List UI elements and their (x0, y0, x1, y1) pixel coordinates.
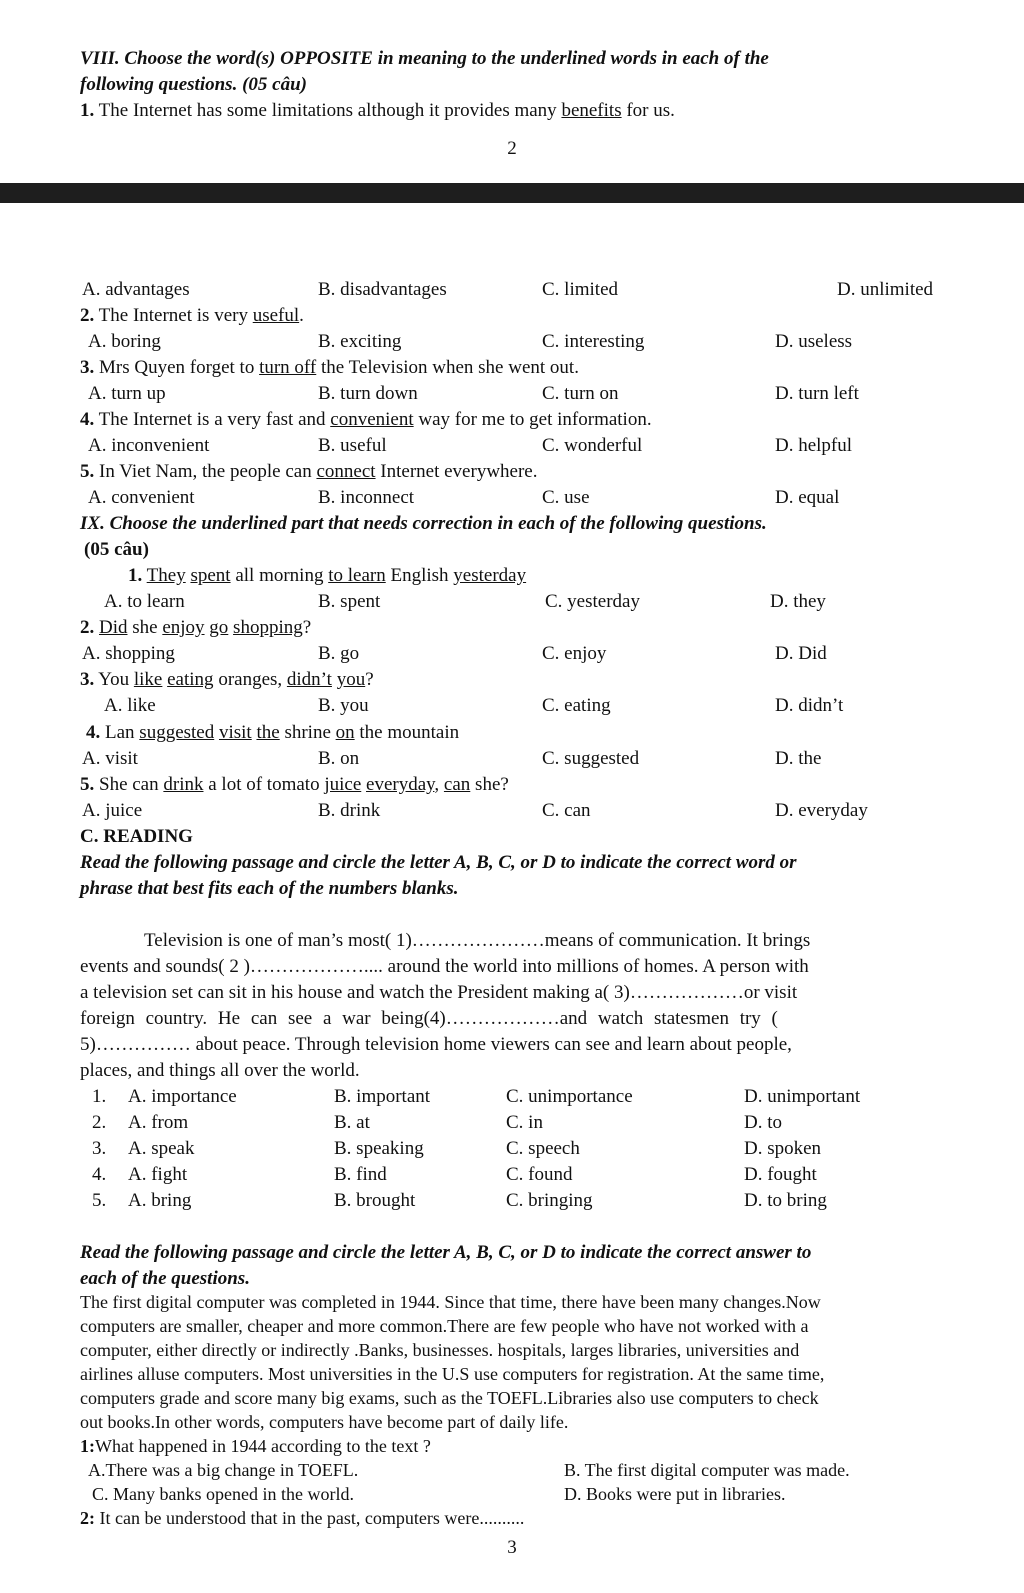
s8-q3-options (80, 381, 960, 407)
option-d: D. the (775, 748, 822, 769)
s8-question-3: 3. Mrs Quyen forget to turn off the Television when she went out. (80, 357, 579, 378)
option-a: A. importance (128, 1086, 237, 1107)
cloze-row-2 (80, 1110, 960, 1136)
option-d: D. unlimited (837, 279, 934, 300)
option-b: B. you (318, 695, 369, 716)
s8-question-4: 4. The Internet is a very fast and convenient way for me to get information. (80, 409, 652, 430)
option-b: B. inconnect (318, 487, 415, 508)
s9-question-2: 2. Did she enjoy go shopping? (80, 617, 312, 638)
option-b: B. turn down (318, 383, 418, 404)
cloze-row-4 (80, 1162, 960, 1188)
option-d: D. Books were put in libraries. (564, 1484, 786, 1504)
option-b: B. on (318, 748, 360, 769)
reading-title: C. READING (80, 826, 193, 847)
option-d: D. turn left (775, 383, 859, 404)
page-break-bar (0, 183, 1024, 203)
rq1-options-row2 (80, 1482, 960, 1508)
cloze-row-3 (80, 1136, 960, 1162)
s8-question-2: 2. The Internet is very useful. (80, 305, 304, 326)
option-a: A. visit (82, 748, 138, 769)
s9-q4-options (80, 746, 960, 772)
section-9-header (80, 511, 960, 563)
reading-question-2: 2: It can be understood that in the past, computers were.......... (80, 1508, 525, 1528)
option-a: A. inconvenient (88, 435, 210, 456)
s9-q5-options (80, 798, 960, 824)
option-a: A. bring (128, 1190, 192, 1211)
option-d: D. to bring (744, 1190, 827, 1211)
section-8-header-line1: VIII. Choose the word(s) OPPOSITE in meaning to the underlined words in each of the (80, 48, 769, 69)
s8-q2-options (80, 329, 960, 355)
passage-2 (80, 1290, 960, 1434)
option-c: C. unimportance (506, 1086, 633, 1107)
passage-1-line: 5)…………… about peace. Through television home viewers can see and learn about people, (80, 1034, 792, 1055)
option-a: A.There was a big change in TOEFL. (88, 1460, 359, 1480)
option-d: D. fought (744, 1164, 817, 1185)
option-c: C. use (542, 487, 590, 508)
reading-instruction-1 (80, 850, 960, 902)
s9-q2-options (80, 641, 960, 667)
instruction-1-line1: Read the following passage and circle the letter A, B, C, or D to indicate the correct word or (80, 852, 797, 873)
cloze-number: 5. (92, 1190, 107, 1211)
passage-1-line: events and sounds( 2 )……………….... around the world into millions of homes. A person with (80, 956, 809, 977)
passage-2-line: computers grade and score many big exams, such as the TOEFL.Libraries also use computers to check (80, 1388, 819, 1408)
option-d: D. everyday (775, 800, 868, 821)
option-a: A. like (104, 695, 156, 716)
option-c: C. eating (542, 695, 611, 716)
s9-question-4: 4. Lan suggested visit the shrine on the mountain (86, 722, 460, 743)
option-b: B. go (318, 643, 360, 664)
option-d: D. useless (775, 331, 853, 352)
option-c: C. speech (506, 1138, 580, 1159)
instruction-1-line2: phrase that best fits each of the numbers blanks. (80, 878, 459, 899)
passage-2-line: computers are smaller, cheaper and more common.There are few people who have not worked with a (80, 1316, 809, 1336)
option-b: B. speaking (334, 1138, 424, 1159)
option-a: A. advantages (82, 279, 190, 300)
s8-q1-options (80, 277, 960, 303)
option-c: C. bringing (506, 1190, 593, 1211)
cloze-number: 2. (92, 1112, 107, 1133)
s8-question-5: 5. In Viet Nam, the people can connect Internet everywhere. (80, 461, 538, 482)
section-9-header-line1: IX. Choose the underlined part that needs correction in each of the following questions. (80, 513, 767, 534)
option-a: A. boring (88, 331, 161, 352)
option-a: A. from (128, 1112, 189, 1133)
option-b: B. brought (334, 1190, 416, 1211)
option-a: A. shopping (82, 643, 175, 664)
passage-1-line: a television set can sit in his house and watch the President making a( 3)………………or visit (80, 982, 798, 1003)
passage-2-line: The first digital computer was completed in 1944. Since that time, there have been many changes.Now (80, 1292, 821, 1312)
section-8-header-line2: following questions. (05 câu) (80, 74, 307, 95)
option-b: B. spent (318, 591, 381, 612)
passage-2-line: computer, either directly or indirectly .Banks, businesses. hospitals, larges libraries, universities and (80, 1340, 800, 1360)
section-9-header-line2: (05 câu) (84, 539, 149, 560)
option-d: D. Did (775, 643, 827, 664)
option-c: C. limited (542, 279, 618, 300)
page-number-2: 2 (507, 138, 517, 159)
option-d: D. equal (775, 487, 840, 508)
option-b: B. useful (318, 435, 387, 456)
option-b: B. important (334, 1086, 431, 1107)
option-c: C. suggested (542, 748, 640, 769)
instruction-2-line2: each of the questions. (80, 1268, 250, 1289)
s8-question-1: 1. The Internet has some limitations although it provides many benefits for us. (80, 100, 675, 121)
cloze-row-1 (80, 1084, 960, 1110)
page-number-3: 3 (507, 1537, 517, 1558)
option-d: D. helpful (775, 435, 853, 456)
option-c: C. found (506, 1164, 573, 1185)
s9-question-3: 3. You like eating oranges, didn’t you? (80, 669, 374, 690)
option-d: D. to (744, 1112, 782, 1133)
rq1-options-row1 (80, 1458, 960, 1484)
option-c: C. in (506, 1112, 543, 1133)
cloze-number: 4. (92, 1164, 107, 1185)
passage-2-line: out books.In other words, computers have become part of daily life. (80, 1412, 569, 1432)
s9-question-1: 1. They spent all morning to learn English yesterday (128, 565, 527, 586)
reading-question-1: 1:What happened in 1944 according to the text ? (80, 1436, 431, 1456)
option-c: C. enjoy (542, 643, 607, 664)
reading-instruction-2 (80, 1240, 960, 1292)
option-c: C. can (542, 800, 591, 821)
cloze-number: 1. (92, 1086, 107, 1107)
option-d: D. spoken (744, 1138, 822, 1159)
section-8-header (80, 46, 960, 98)
cloze-row-5 (80, 1188, 960, 1214)
option-c: C. Many banks opened in the world. (92, 1484, 354, 1504)
option-d: D. unimportant (744, 1086, 861, 1107)
option-d: D. didn’t (775, 695, 844, 716)
s9-q1-options (80, 589, 960, 615)
s9-question-5: 5. She can drink a lot of tomato juice everyday, can she? (80, 774, 509, 795)
option-b: B. exciting (318, 331, 402, 352)
s8-q4-options (80, 433, 960, 459)
s8-q5-options (80, 485, 960, 511)
option-a: A. juice (82, 800, 143, 821)
option-d: D. they (770, 591, 826, 612)
passage-2-line: airlines alluse computers. Most universities in the U.S use computers for registration. At the same time, (80, 1364, 825, 1384)
option-b: B. drink (318, 800, 381, 821)
passage-1-line: places, and things all over the world. (80, 1060, 360, 1081)
option-c: C. turn on (542, 383, 619, 404)
option-b: B. find (334, 1164, 387, 1185)
option-a: A. turn up (88, 383, 166, 404)
option-b: B. disadvantages (318, 279, 447, 300)
option-c: C. yesterday (545, 591, 640, 612)
option-b: B. at (334, 1112, 370, 1133)
option-c: C. wonderful (542, 435, 643, 456)
cloze-number: 3. (92, 1138, 107, 1159)
passage-1 (80, 928, 960, 1084)
passage-1-line: foreign country. He can see a war being(4)………………and watch statesmen try ( (80, 1008, 778, 1029)
instruction-2-line1: Read the following passage and circle the letter A, B, C, or D to indicate the correct answer to (80, 1242, 812, 1263)
option-b: B. The first digital computer was made. (564, 1460, 850, 1480)
option-a: A. convenient (88, 487, 195, 508)
option-a: A. speak (128, 1138, 195, 1159)
option-a: A. fight (128, 1164, 188, 1185)
option-a: A. to learn (104, 591, 185, 612)
option-c: C. interesting (542, 331, 645, 352)
s9-q3-options (80, 693, 960, 719)
passage-1-line: Television is one of man’s most( 1)…………………means of communication. It brings (144, 930, 811, 951)
